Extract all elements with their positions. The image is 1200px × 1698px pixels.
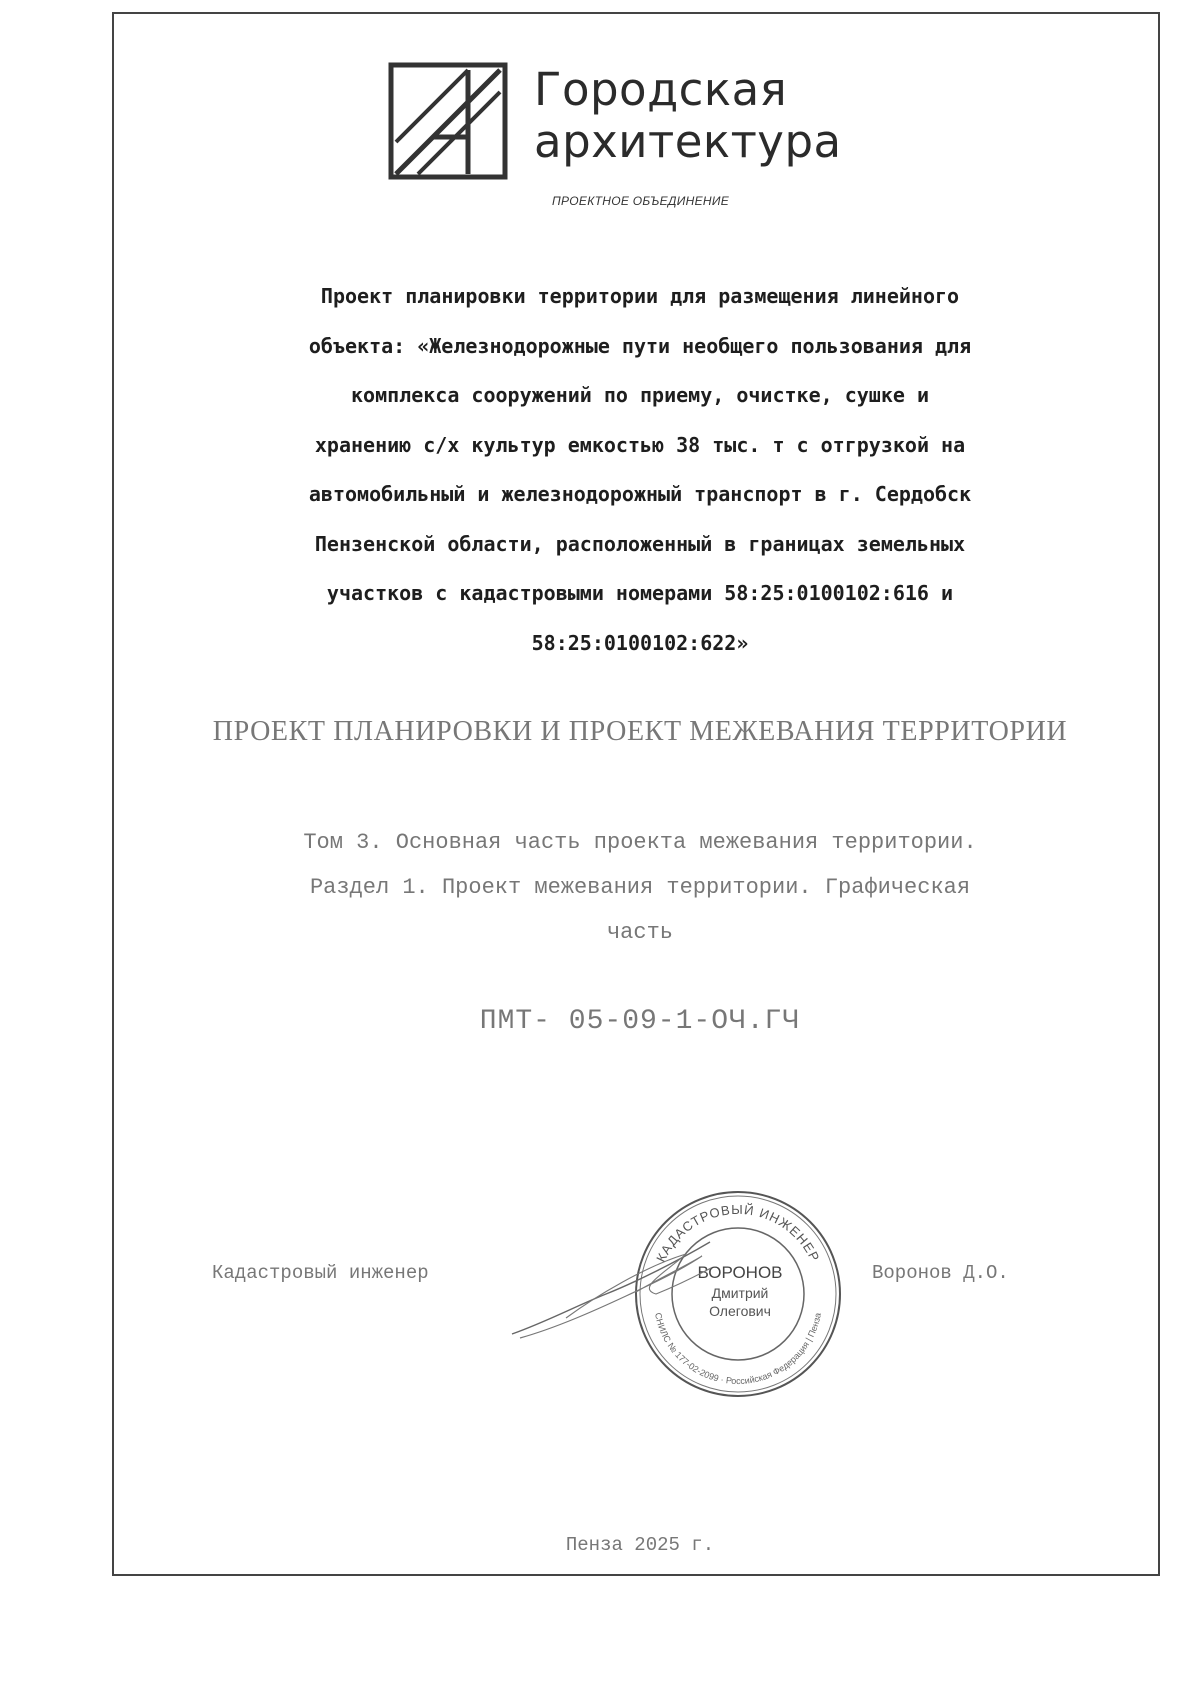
- signatory-name: Воронов Д.О.: [872, 1262, 1009, 1284]
- volume-line: Раздел 1. Проект межевания территории. Графическая: [309, 875, 971, 900]
- svg-text:Дмитрий: Дмитрий: [711, 1285, 769, 1301]
- project-title-line: 58:25:0100102:622»: [531, 630, 749, 655]
- company-logo: [388, 62, 848, 222]
- company-name-line1: Городская: [534, 63, 788, 116]
- project-title: [160, 272, 1120, 668]
- document-type: ПРОЕКТ ПЛАНИРОВКИ И ПРОЕКТ МЕЖЕВАНИЯ ТЕРРИТОРИИ: [212, 716, 1068, 747]
- document-code: ПМТ- 05-09-1-ОЧ.ГЧ: [479, 1006, 801, 1037]
- project-title-line: комплекса сооружений по приему, очистке, сушке и: [351, 383, 929, 407]
- project-title-line: Проект планировки территории для размещения линейного: [320, 284, 960, 308]
- project-title-line: объекта: «Железнодорожные пути необщего пользования для: [308, 333, 972, 358]
- volume-line: Том 3. Основная часть проекта межевания территории.: [303, 830, 977, 855]
- project-title-line: Пензенской области, расположенный в границах земельных: [314, 531, 966, 556]
- company-name-line2: архитектура: [534, 115, 842, 168]
- project-title-line: хранению с/х культур емкостью 38 тыс. т с отгрузкой на: [314, 432, 966, 457]
- project-title-line: автомобильный и железнодорожный транспорт в г. Сердобск: [308, 482, 972, 506]
- company-name: [534, 64, 842, 168]
- project-title-line: участков с кадастровыми номерами 58:25:0100102:616 и: [326, 581, 954, 605]
- volume-line: часть: [606, 920, 673, 945]
- signatory-role: Кадастровый инженер: [212, 1262, 429, 1284]
- company-logo-icon: [388, 62, 508, 180]
- company-subtitle: ПРОЕКТНОЕ ОБЪЕДИНЕНИЕ: [552, 194, 730, 208]
- svg-text:ВОРОНОВ: ВОРОНОВ: [697, 1263, 783, 1282]
- svg-text:Олегович: Олегович: [709, 1303, 771, 1319]
- svg-text:КАДАСТРОВЫЙ ИНЖЕНЕР: КАДАСТРОВЫЙ ИНЖЕНЕР: [653, 1201, 823, 1265]
- volume-description: [150, 820, 1130, 955]
- footer-place-year: Пенза 2025 г.: [565, 1534, 715, 1556]
- svg-text:СНИЛС № 177-02-2099 · Российск: СНИЛС № 177-02-2099 · Российская Федерация | Пенза: [653, 1311, 823, 1387]
- handwritten-signature: [506, 1236, 716, 1346]
